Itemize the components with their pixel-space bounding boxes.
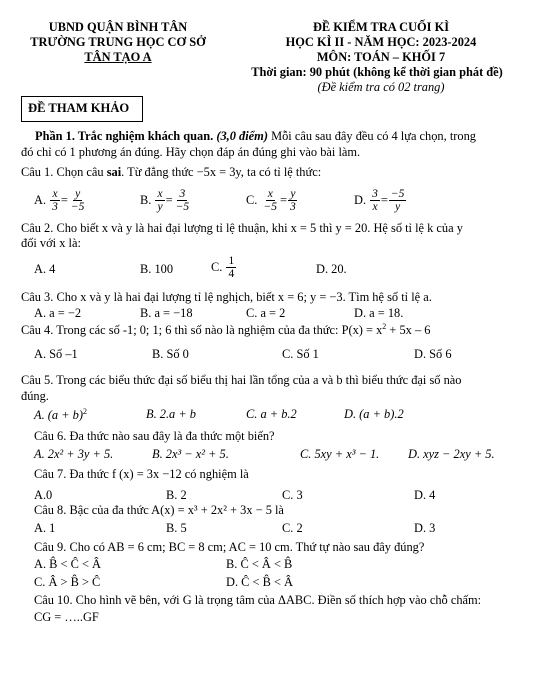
q9-option-c[interactable]: C. Â > B̂ > Ĉ [34, 575, 101, 589]
question-1 [21, 165, 321, 180]
q4-exponent: 2 [382, 322, 387, 331]
q1-option-b[interactable]: B. $\frac{x}{y}$ = $\frac{3}{-5}$ [140, 188, 190, 213]
frac-num: y [75, 188, 81, 200]
q7-option-b[interactable]: B. 2 [166, 488, 187, 502]
frac-den: −5 [70, 201, 85, 213]
q5-option-b[interactable]: B. 2.a + b [146, 407, 197, 421]
frac-num: 1 [228, 255, 235, 267]
frac-den: 3 [290, 201, 296, 213]
q1-pre: Câu 1. Chọn câu [21, 165, 107, 179]
part1-intro-2: đó chỉ có 1 phương án đúng. Hãy chọn đáp án đúng ghi vào bài làm. [21, 145, 361, 159]
q3-option-d[interactable]: D. a = 18. [354, 306, 404, 320]
question-2-line2: đối với x là: [21, 236, 81, 250]
q9-option-d[interactable]: D. Ĉ < B̂ < Â [226, 575, 293, 589]
part1-heading [35, 129, 476, 144]
exam-term: HỌC KÌ II - NĂM HỌC: 2023-2024 [285, 35, 477, 49]
q5-option-c[interactable]: C. a + b.2 [246, 407, 297, 421]
q6-option-a[interactable]: A. 2x² + 3y + 5. [34, 447, 114, 461]
q1-option-c[interactable]: C. $\frac{x}{-5}$ = $\frac{y}{3}$ [246, 188, 296, 213]
q1-option-a[interactable]: A. $\frac{x}{3}$ = $\frac{y}{-5}$ [34, 188, 85, 213]
q7-option-a[interactable]: A.0 [34, 488, 53, 502]
exam-time: Thời gian: 90 phút (không kể thời gian phát đề) [251, 65, 503, 79]
frac-den: x [372, 201, 378, 213]
question-5-line2: đúng. [21, 389, 49, 403]
frac-num: x [52, 188, 58, 200]
frac-den: −5 [175, 201, 190, 213]
exam-title: ĐỀ KIỂM TRA CUỐI KÌ [312, 20, 450, 34]
question-10-blank: CG = …..GF [34, 610, 99, 624]
question-9: Câu 9. Cho có AB = 6 cm; BC = 8 cm; AC = 10 cm. Thứ tự nào sau đây đúng? [34, 540, 425, 554]
header-school: TRƯỜNG TRUNG HỌC CƠ SỞ [30, 35, 206, 49]
q5-a-exponent: 2 [82, 407, 87, 416]
exam-subject: MÔN: TOÁN – KHỐI 7 [316, 50, 446, 64]
q8-option-b[interactable]: B. 5 [166, 521, 187, 535]
frac-den: −5 [263, 201, 277, 213]
frac-den: 3 [52, 201, 58, 213]
question-4 [21, 322, 430, 338]
frac-num: x [157, 188, 163, 200]
q4-tail: + 5x – 6 [386, 323, 431, 338]
q4-option-c[interactable]: C. Số 1 [282, 347, 319, 361]
header-school-name: TÂN TẠO A [84, 50, 152, 64]
frac-num: 3 [179, 188, 186, 200]
q5-option-d[interactable]: D. (a + b).2 [344, 407, 404, 421]
frac-den: y [395, 201, 401, 213]
header-district: UBND QUẬN BÌNH TÂN [48, 20, 188, 34]
q4-text: Câu 4. Trong các số -1; 0; 1; 6 thì số nào là nghiệm của đa thức: P(x) = x [21, 323, 383, 338]
q6-option-d[interactable]: D. xyz − 2xy + 5. [408, 447, 495, 461]
q6-option-b[interactable]: B. 2x³ − x² + 5. [152, 447, 229, 461]
question-2-line1: Câu 2. Cho biết x và y là hai đại lượng tỉ lệ thuận, khi x = 5 thì y = 20. Hệ số tỉ lệ k của y [21, 221, 463, 235]
part1-title: Phần 1. Trắc nghiệm khách quan. [35, 129, 214, 143]
q8-option-c[interactable]: C. 2 [282, 521, 303, 535]
question-6: Câu 6. Đa thức nào sau đây là đa thức một biến? [34, 429, 275, 443]
q9-option-a[interactable]: A. B̂ < Ĉ < Â [34, 557, 101, 571]
q2-option-b[interactable]: B. 100 [140, 262, 174, 276]
question-8: Câu 8. Bậc của đa thức A(x) = x³ + 2x² + 3x − 5 là [34, 503, 284, 517]
question-3: Câu 3. Cho x và y là hai đại lượng tỉ lệ nghịch, biết x = 6; y = −3. Tìm hệ số tỉ lệ a. [21, 290, 432, 304]
q7-option-c[interactable]: C. 3 [282, 488, 303, 502]
q2-option-d[interactable]: D. 20. [316, 262, 347, 276]
q6-option-c[interactable]: C. 5xy + x³ − 1. [300, 447, 380, 461]
option-label: C. [246, 193, 258, 207]
q5-option-a[interactable] [34, 407, 87, 423]
q3-option-b[interactable]: B. a = −18 [140, 306, 193, 320]
frac-num: y [290, 188, 296, 200]
frac-num: −5 [390, 188, 405, 200]
frac-num: 3 [372, 188, 378, 200]
q1-bold: sai [106, 165, 122, 179]
question-7: Câu 7. Đa thức f (x) = 3x −12 có nghiệm là [34, 467, 249, 481]
q1-post: . Từ đẳng thức −5x = 3y, ta có tỉ lệ thức: [121, 165, 322, 179]
frac-den: y [157, 201, 163, 213]
part1-intro: Mỗi câu sau đây đều có 4 lựa chọn, trong [271, 129, 476, 143]
q4-option-a[interactable]: A. Số –1 [34, 347, 78, 361]
q8-option-d[interactable]: D. 3 [414, 521, 436, 535]
q4-option-b[interactable]: B. Số 0 [152, 347, 189, 361]
q1-option-d[interactable]: D. $\frac{3}{x}$ = $\frac{-5}{y}$ [354, 188, 405, 213]
q8-option-a[interactable]: A. 1 [34, 521, 56, 535]
question-10: Câu 10. Cho hình vẽ bên, với G là trọng tâm của ΔABC. Điền số thích hợp vào chỗ chấm: [34, 593, 482, 607]
q7-option-d[interactable]: D. 4 [414, 488, 436, 502]
q5-a-text: A. (a + b) [34, 408, 83, 423]
q3-option-a[interactable]: A. a = −2 [34, 306, 82, 320]
question-5-line1: Câu 5. Trong các biểu thức đại số biểu thị hai lần tổng của a và b thì biểu thức đại số nào [21, 373, 462, 387]
q2-option-c[interactable] [211, 255, 237, 280]
q2-option-a[interactable]: A. 4 [34, 262, 56, 276]
option-label: D. [354, 193, 367, 207]
exam-pages: (Đề kiểm tra có 02 trang) [317, 80, 445, 94]
q3-option-c[interactable]: C. a = 2 [246, 306, 286, 320]
part1-points: (3,0 điểm) [216, 129, 268, 143]
option-label: B. [140, 193, 152, 207]
reference-tag: ĐỀ THAM KHẢO [28, 101, 130, 115]
q9-option-b[interactable]: B. Ĉ < Â < B̂ [226, 557, 293, 571]
frac-den: 4 [228, 268, 235, 280]
frac-num: x [267, 188, 273, 200]
option-label: C. [211, 260, 223, 274]
q4-option-d[interactable]: D. Số 6 [414, 347, 452, 361]
option-label: A. [34, 193, 47, 207]
